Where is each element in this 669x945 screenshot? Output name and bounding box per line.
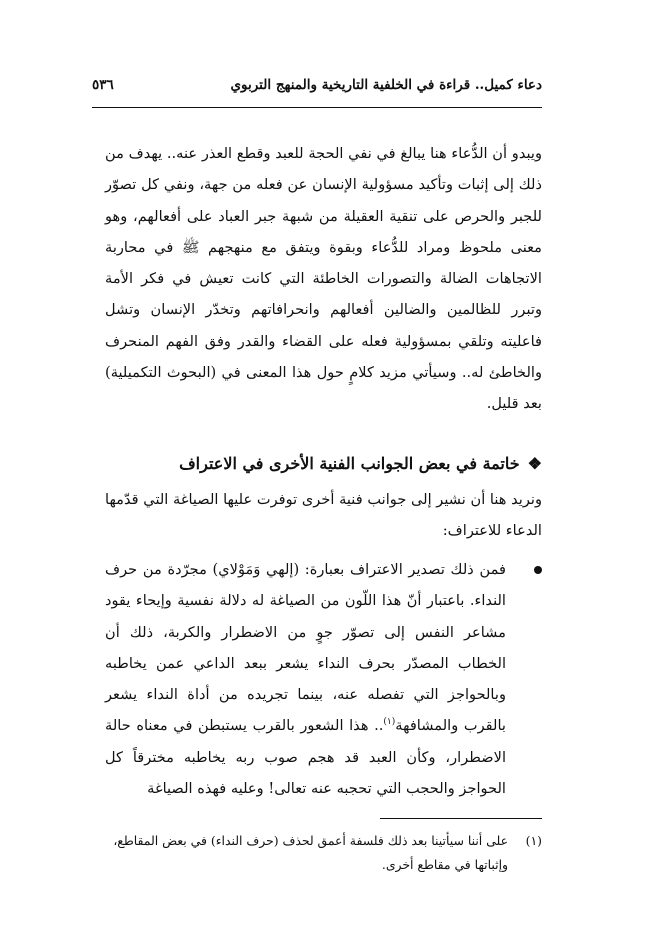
- footnote-reference[interactable]: (١): [383, 717, 396, 728]
- footnote-number: (١): [525, 833, 542, 848]
- body-paragraph-1: ويبدو أن الدُّعاء هنا يبالغ في نفي الحجة للعبد وقطع العذر عنه.. يهدف من ذلك إلى إثبات وتأكيد مسؤولية الإنسان عن فعله من جهة، ونفي كل تصوّر للجبر والحرص على تنقية العقيلة من شبهة جبر العباد على أفعالهم، وهو معنى ملحوظ ومراد للدُّعاء وبقوة ويتفق مع منهجهم ﷺ في محاربة الاتجاهات الضالة والتصورات الخاطئة التي كانت تعيش في فكر الأمة وتبرر للظالمين والضالين أفعالهم وانحرافاتهم وتخدّر الإنسان وتشل فاعليته وتلقي بمسؤولية فعله على القضاء والقدر وفق الفهم المنحرف والخاطئ له.. وسيأتي مزيد كلامٍ حول هذا المعنى في (البحوث التكميلية) بعد قليل.: [105, 145, 542, 413]
- header-rule: [92, 107, 542, 108]
- section-heading-text: خاتمة في بعض الجوانب الفنية الأخرى في الاعتراف: [179, 454, 520, 473]
- bullet-dot-icon: [534, 566, 542, 574]
- body-paragraph-2: ونريد هنا أن نشير إلى جوانب فنية أخرى توفرت عليها الصياغة التي قدّمها الدعاء للاعتراف:: [105, 491, 542, 540]
- running-header: [92, 72, 542, 98]
- footnote-separator: [380, 818, 542, 819]
- list-item-text-part-1: فمن ذلك تصدير الاعتراف بعبارة: (إلهي وَمَوْلاي) مجرّدة من حرف النداء. باعتبار أنّ هذا اللّون من الصياغة له دلالة نفسية وإيحاء يقود مشاعر النفس إلى تصوّر جوٍ من الاضطرار والكربة، ذلك أن الخطاب المصدّر بحرف النداء يشعر ببعد الداعي عمن يخاطبه وبالحواجز التي تفصله عنه، بينما تجريده من أداة النداء يشعر بالقرب والمشافهة: [105, 561, 506, 735]
- footnote-text: على أننا سيأتينا بعد ذلك فلسفة أعمق لحذف (حرف النداء) في بعض المقاطع، وإثباتها في مقاطع أخرى.: [113, 833, 508, 872]
- list-item-text: [105, 554, 506, 804]
- diamond-bullet-icon: ❖: [527, 454, 542, 473]
- section-heading: [160, 449, 542, 479]
- running-title: دعاء كميل.. قراءة في الخلفية التاريخية والمنهج التربوي: [230, 77, 542, 93]
- list-item-text-part-2: .. هذا الشعور بالقرب يستبطن في معناه حالة الاضطرار، وكأن العبد قد هجم صوب ربه يخاطبه مخترقاً كل الحواجز والحجب التي تحجبه عنه تعالى! وعليه فهذه الصياغة: [105, 717, 506, 798]
- page-number: ٥٣٦: [92, 77, 114, 93]
